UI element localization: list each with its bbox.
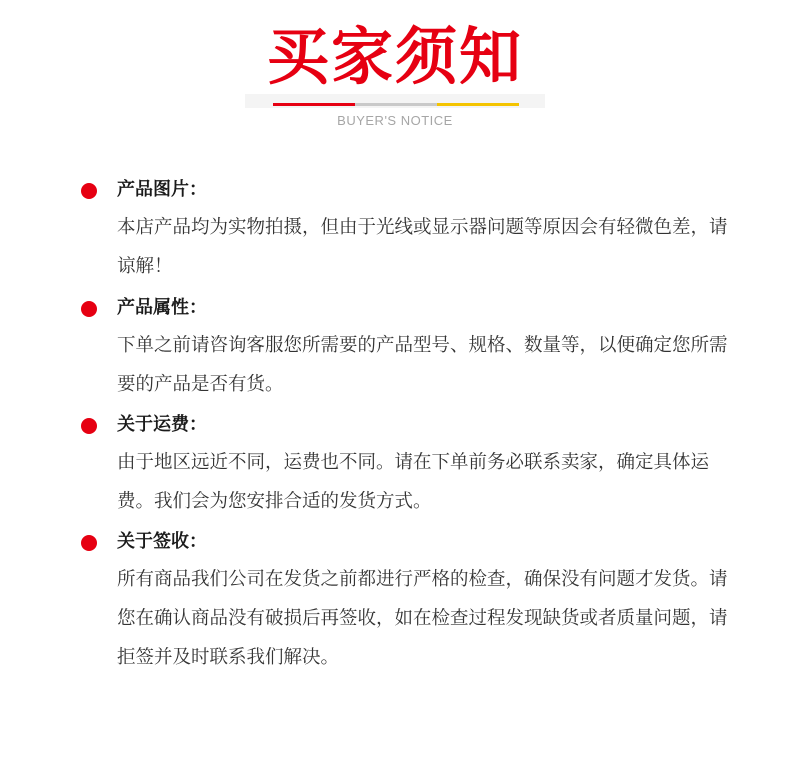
- page-subtitle: BUYER'S NOTICE: [337, 113, 453, 128]
- bullet-dot-icon: [81, 418, 97, 434]
- section-title: 产品属性：: [117, 297, 207, 318]
- page-title: 买家须知: [266, 20, 523, 93]
- section-body: 所有商品我们公司在发货之前都进行严格的检查，确保没有问题才发货。请您在确认商品没有破损后再签收，如在检查过程发现缺货或者质量问题，请拒签并及时联系我们解决。: [117, 569, 728, 668]
- header: [0, 0, 790, 140]
- underline-red-segment: [273, 103, 355, 106]
- underline-yellow-segment: [437, 103, 519, 106]
- bullet-dot-icon: [81, 535, 97, 551]
- section-title: 产品图片：: [117, 179, 207, 200]
- section-body: 由于地区远近不同，运费也不同。请在下单前务必联系卖家，确定具体运费。我们会为您安排合适的发货方式。: [117, 452, 710, 512]
- bullet-dot-icon: [81, 183, 97, 199]
- section-body: 本店产品均为实物拍摄，但由于光线或显示器问题等原因会有轻微色差，请谅解！: [117, 217, 728, 277]
- underline-gray-segment: [355, 103, 437, 106]
- section-title: 关于运费：: [117, 414, 207, 435]
- section-body: 下单之前请咨询客服您所需要的产品型号、规格、数量等，以便确定您所需要的产品是否有货。: [117, 335, 728, 395]
- section-title: 关于签收：: [117, 531, 207, 552]
- bullet-dot-icon: [81, 301, 97, 317]
